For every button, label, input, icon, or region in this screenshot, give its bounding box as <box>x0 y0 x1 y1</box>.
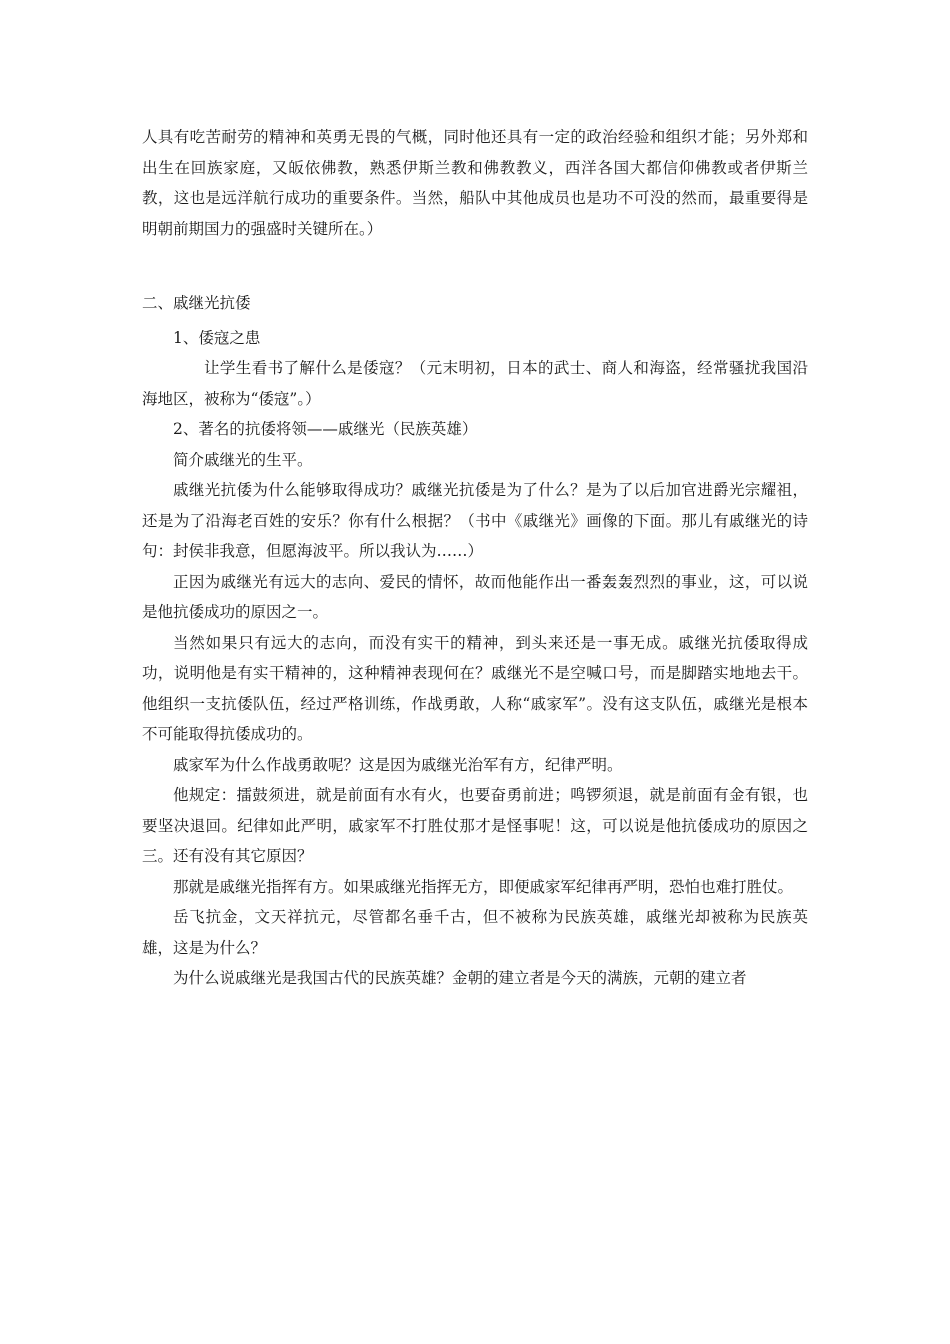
paragraph-rules: 他规定：擂鼓须进，就是前面有水有火，也要奋勇前进；鸣锣须退，就是前面有金有银，也要坚决退回。纪律如此严明，戚家军不打胜仗那才是怪事呢！这，可以说是他抗倭成功的原因之三。还有没有其它原因？ <box>142 786 808 865</box>
paragraph-why-success: 戚继光抗倭为什么能够取得成功？戚继光抗倭是为了什么？是为了以后加官进爵光宗耀祖，还是为了沿海老百姓的安乐？你有什么根据？（书中《戚继光》画像的下面。那儿有戚继光的诗句：封侯非我意，但愿海波平。所以我认为……） <box>142 481 808 560</box>
paragraph-practical-spirit: 当然如果只有远大的志向，而没有实干的精神，到头来还是一事无成。戚继光抗倭取得成功，说明他是有实干精神的，这种精神表现何在？戚继光不是空喊口号，而是脚踏实地地去干。他组织一支抗倭队伍，经过严格训练，作战勇敢，人称“戚家军”。没有这支队伍，戚继光是根本不可能取得抗倭成功的。 <box>142 633 808 743</box>
section-heading-qijiguang: 二、戚继光抗倭 <box>142 294 251 312</box>
document-body <box>142 122 808 994</box>
subheading-general: 2、著名的抗倭将领——戚继光（民族英雄） <box>173 420 478 438</box>
paragraph-wokou-definition: 让学生看书了解什么是倭寇？（元末明初，日本的武士、商人和海盗，经常骚扰我国沿海地区，被称为“倭寇”。） <box>142 359 808 408</box>
paragraph-national-hero-question: 岳飞抗金，文天祥抗元，尽管都名垂千古，但不被称为民族英雄，戚继光却被称为民族英雄，这是为什么？ <box>142 908 808 957</box>
paragraph-command: 那就是戚继光指挥有方。如果戚继光指挥无方，即便戚家军纪律再严明，恐怕也难打胜仗。 <box>173 877 794 896</box>
paragraph-reason-one: 正因为戚继光有远大的志向、爱民的情怀，故而他能作出一番轰轰烈烈的事业，这，可以说是他抗倭成功的原因之一。 <box>142 572 808 621</box>
subheading-wokou: 1、倭寇之患 <box>173 328 261 347</box>
paragraph-biography: 简介戚继光的生平。 <box>173 450 313 469</box>
paragraph-zhenghe-conclusion: 人具有吃苦耐劳的精神和英勇无畏的气概，同时他还具有一定的政治经验和组织才能；另外郑和出生在回族家庭，又皈依佛教，熟悉伊斯兰教和佛教教义，西洋各国大都信仰佛教或者伊斯兰教，这也是远洋航行成功的重要条件。当然，船队中其他成员也是功不可没的然而，最重要得是明朝前期国力的强盛时关键所在。） <box>142 128 808 238</box>
paragraph-national-hero-explanation: 为什么说戚继光是我国古代的民族英雄？金朝的建立者是今天的满族，元朝的建立者 <box>173 969 747 987</box>
paragraph-discipline: 戚家军为什么作战勇敢呢？这是因为戚继光治军有方，纪律严明。 <box>173 755 623 774</box>
